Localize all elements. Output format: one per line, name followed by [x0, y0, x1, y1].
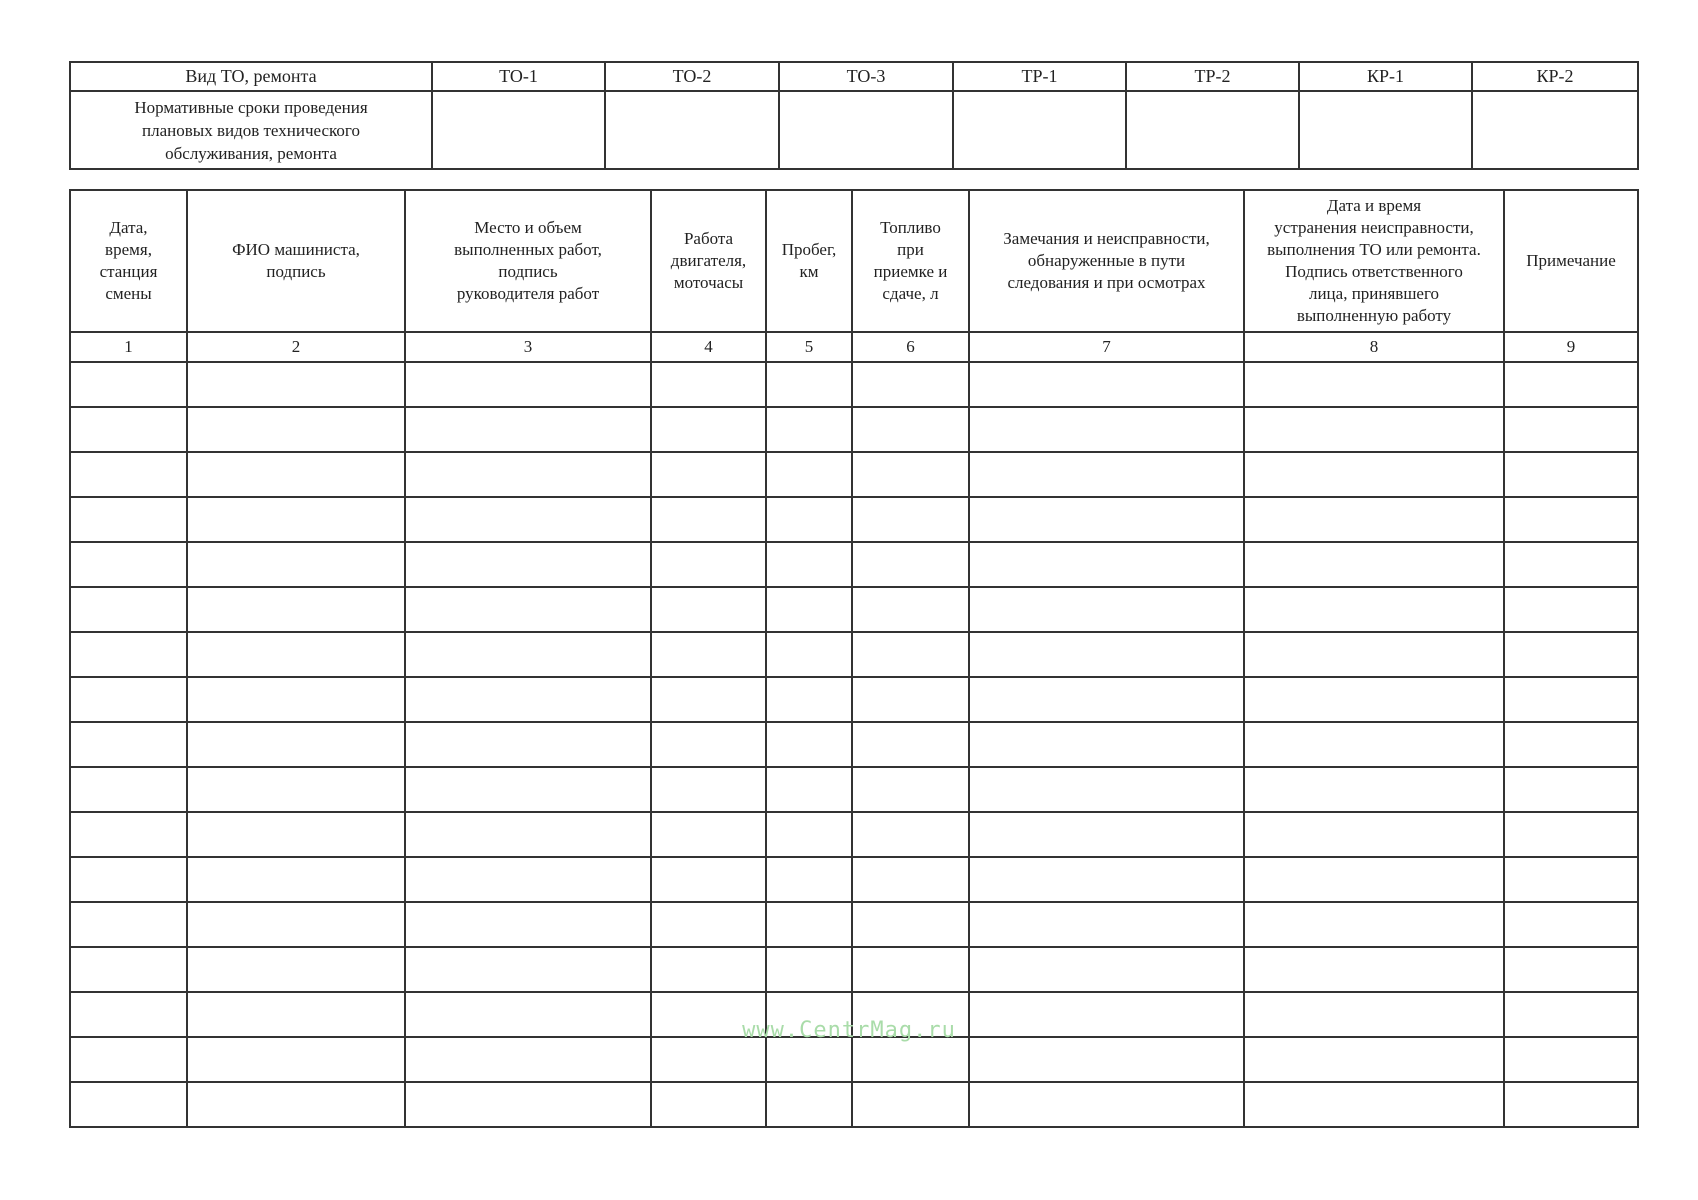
table-row — [70, 542, 1638, 587]
entry-cell[interactable] — [1244, 722, 1504, 767]
entry-cell[interactable] — [651, 857, 766, 902]
entry-cell[interactable] — [1244, 947, 1504, 992]
entry-cell[interactable] — [766, 857, 852, 902]
kr1-header: КР-1 — [1299, 62, 1472, 91]
entry-cell[interactable] — [651, 1037, 766, 1082]
entry-cell[interactable] — [405, 812, 651, 857]
column-number: 5 — [766, 332, 852, 362]
tr2-header: ТР-2 — [1126, 62, 1299, 91]
entry-cell[interactable] — [405, 407, 651, 452]
entry-cell[interactable] — [651, 497, 766, 542]
kr2-header: КР-2 — [1472, 62, 1638, 91]
entry-cell[interactable] — [1244, 497, 1504, 542]
entry-cell[interactable] — [969, 857, 1244, 902]
entry-cell[interactable] — [651, 1082, 766, 1127]
entry-cell[interactable] — [852, 407, 969, 452]
entry-cell[interactable] — [969, 452, 1244, 497]
log-entries — [70, 362, 1638, 1127]
entry-cell[interactable] — [852, 947, 969, 992]
entry-cell[interactable] — [651, 362, 766, 407]
entry-cell[interactable] — [651, 767, 766, 812]
col-fix-date-header: Дата и время устранения неисправности, выполнения ТО или ремонта. Подпись ответственного лица, принявшего выполненную работу — [1244, 190, 1504, 332]
table-row — [70, 677, 1638, 722]
entry-cell[interactable] — [405, 1037, 651, 1082]
entry-cell[interactable] — [70, 497, 187, 542]
entry-cell[interactable] — [1244, 362, 1504, 407]
to3-header: ТО-3 — [779, 62, 953, 91]
entry-cell[interactable] — [70, 812, 187, 857]
entry-cell[interactable] — [969, 767, 1244, 812]
entry-cell[interactable] — [405, 452, 651, 497]
tr2-norm-cell[interactable] — [1126, 91, 1299, 169]
entry-cell[interactable] — [651, 632, 766, 677]
entry-cell[interactable] — [1244, 632, 1504, 677]
entry-cell[interactable] — [1244, 767, 1504, 812]
table-row — [70, 632, 1638, 677]
entry-cell[interactable] — [852, 767, 969, 812]
entry-cell[interactable] — [766, 407, 852, 452]
entry-cell[interactable] — [651, 542, 766, 587]
table-row — [70, 812, 1638, 857]
entry-cell[interactable] — [1504, 587, 1638, 632]
table-row — [70, 722, 1638, 767]
schedule-header-row — [70, 62, 1638, 91]
log-header-row — [70, 190, 1638, 332]
entry-cell[interactable] — [187, 1037, 405, 1082]
column-number: 4 — [651, 332, 766, 362]
entry-cell[interactable] — [651, 587, 766, 632]
entry-cell[interactable] — [187, 947, 405, 992]
entry-cell[interactable] — [852, 1037, 969, 1082]
entry-cell[interactable] — [1504, 452, 1638, 497]
entry-cell[interactable] — [969, 1082, 1244, 1127]
entry-cell[interactable] — [187, 677, 405, 722]
to3-norm-cell[interactable] — [779, 91, 953, 169]
table-row — [70, 587, 1638, 632]
entry-cell[interactable] — [1504, 722, 1638, 767]
entry-cell[interactable] — [766, 722, 852, 767]
entry-cell[interactable] — [70, 632, 187, 677]
column-numbers-row — [70, 332, 1638, 362]
maintenance-type-label: Вид ТО, ремонта — [70, 62, 432, 91]
entry-cell[interactable] — [852, 677, 969, 722]
entry-cell[interactable] — [1504, 497, 1638, 542]
entry-cell[interactable] — [1244, 902, 1504, 947]
col-fuel-header: Топливо при приемке и сдаче, л — [852, 190, 969, 332]
kr1-norm-cell[interactable] — [1299, 91, 1472, 169]
entry-cell[interactable] — [969, 362, 1244, 407]
entry-cell[interactable] — [405, 947, 651, 992]
entry-cell[interactable] — [852, 542, 969, 587]
entry-cell[interactable] — [187, 452, 405, 497]
entry-cell[interactable] — [1504, 542, 1638, 587]
column-number: 8 — [1244, 332, 1504, 362]
entry-cell[interactable] — [852, 362, 969, 407]
entry-cell[interactable] — [70, 1037, 187, 1082]
entry-cell[interactable] — [852, 1082, 969, 1127]
entry-cell[interactable] — [70, 362, 187, 407]
table-row — [70, 362, 1638, 407]
entry-cell[interactable] — [1504, 362, 1638, 407]
entry-cell[interactable] — [766, 902, 852, 947]
entry-cell[interactable] — [852, 857, 969, 902]
column-number: 1 — [70, 332, 187, 362]
operation-log-table — [69, 189, 1639, 1128]
entry-cell[interactable] — [405, 542, 651, 587]
to2-header: ТО-2 — [605, 62, 779, 91]
entry-cell[interactable] — [852, 812, 969, 857]
table-row — [70, 497, 1638, 542]
entry-cell[interactable] — [405, 767, 651, 812]
entry-cell[interactable] — [852, 587, 969, 632]
entry-cell[interactable] — [405, 902, 651, 947]
entry-cell[interactable] — [1504, 1082, 1638, 1127]
entry-cell[interactable] — [70, 1082, 187, 1127]
entry-cell[interactable] — [766, 677, 852, 722]
entry-cell[interactable] — [969, 1037, 1244, 1082]
entry-cell[interactable] — [187, 587, 405, 632]
kr2-norm-cell[interactable] — [1472, 91, 1638, 169]
entry-cell[interactable] — [70, 902, 187, 947]
entry-cell[interactable] — [969, 722, 1244, 767]
table-row — [70, 902, 1638, 947]
entry-cell[interactable] — [187, 497, 405, 542]
entry-cell[interactable] — [766, 947, 852, 992]
entry-cell[interactable] — [1504, 632, 1638, 677]
entry-cell[interactable] — [187, 632, 405, 677]
entry-cell[interactable] — [1244, 542, 1504, 587]
table-row — [70, 1082, 1638, 1127]
entry-cell[interactable] — [766, 542, 852, 587]
col-work-header: Место и объем выполненных работ, подпись руководителя работ — [405, 190, 651, 332]
entry-cell[interactable] — [969, 812, 1244, 857]
col-engine-hours-header: Работа двигателя, моточасы — [651, 190, 766, 332]
column-number: 3 — [405, 332, 651, 362]
entry-cell[interactable] — [766, 1037, 852, 1082]
entry-cell[interactable] — [969, 632, 1244, 677]
entry-cell[interactable] — [852, 632, 969, 677]
column-number: 7 — [969, 332, 1244, 362]
entry-cell[interactable] — [70, 857, 187, 902]
entry-cell[interactable] — [70, 947, 187, 992]
entry-cell[interactable] — [405, 857, 651, 902]
tr1-header: ТР-1 — [953, 62, 1126, 91]
table-row — [70, 857, 1638, 902]
column-number: 2 — [187, 332, 405, 362]
entry-cell[interactable] — [1244, 677, 1504, 722]
entry-cell[interactable] — [852, 722, 969, 767]
to2-norm-cell[interactable] — [605, 91, 779, 169]
col-date-header: Дата, время, станция смены — [70, 190, 187, 332]
entry-cell[interactable] — [651, 677, 766, 722]
entry-cell[interactable] — [1504, 947, 1638, 992]
entry-cell[interactable] — [651, 812, 766, 857]
entry-cell[interactable] — [651, 722, 766, 767]
entry-cell[interactable] — [70, 407, 187, 452]
entry-cell[interactable] — [852, 902, 969, 947]
entry-cell[interactable] — [1504, 857, 1638, 902]
entry-cell[interactable] — [405, 722, 651, 767]
entry-cell[interactable] — [187, 902, 405, 947]
entry-cell[interactable] — [969, 542, 1244, 587]
entry-cell[interactable] — [405, 1082, 651, 1127]
to1-norm-cell[interactable] — [432, 91, 605, 169]
entry-cell[interactable] — [969, 677, 1244, 722]
column-number: 6 — [852, 332, 969, 362]
entry-cell[interactable] — [1504, 407, 1638, 452]
table-row — [70, 452, 1638, 497]
entry-cell[interactable] — [70, 452, 187, 497]
col-mileage-header: Пробег, км — [766, 190, 852, 332]
entry-cell[interactable] — [70, 767, 187, 812]
entry-cell[interactable] — [651, 902, 766, 947]
entry-cell[interactable] — [766, 767, 852, 812]
entry-cell[interactable] — [766, 632, 852, 677]
norm-terms-label: Нормативные сроки проведения плановых видов технического обслуживания, ремонта — [70, 91, 432, 169]
entry-cell[interactable] — [1504, 767, 1638, 812]
entry-cell[interactable] — [1244, 407, 1504, 452]
entry-cell[interactable] — [852, 497, 969, 542]
tr1-norm-cell[interactable] — [953, 91, 1126, 169]
entry-cell[interactable] — [969, 407, 1244, 452]
col-remarks-header: Замечания и неисправности, обнаруженные в пути следования и при осмотрах — [969, 190, 1244, 332]
entry-cell[interactable] — [651, 407, 766, 452]
entry-cell[interactable] — [1244, 812, 1504, 857]
entry-cell[interactable] — [1504, 812, 1638, 857]
entry-cell[interactable] — [766, 497, 852, 542]
entry-cell[interactable] — [187, 407, 405, 452]
entry-cell[interactable] — [766, 1082, 852, 1127]
entry-cell[interactable] — [1504, 1037, 1638, 1082]
schedule-norms-row — [70, 91, 1638, 169]
entry-cell[interactable] — [969, 947, 1244, 992]
entry-cell[interactable] — [70, 542, 187, 587]
to1-header: ТО-1 — [432, 62, 605, 91]
entry-cell[interactable] — [969, 587, 1244, 632]
entry-cell[interactable] — [969, 902, 1244, 947]
entry-cell[interactable] — [405, 362, 651, 407]
entry-cell[interactable] — [1244, 1037, 1504, 1082]
entry-cell[interactable] — [187, 362, 405, 407]
entry-cell[interactable] — [852, 452, 969, 497]
table-row — [70, 1037, 1638, 1082]
entry-cell[interactable] — [969, 497, 1244, 542]
entry-cell[interactable] — [187, 722, 405, 767]
col-driver-header: ФИО машиниста, подпись — [187, 190, 405, 332]
entry-cell[interactable] — [766, 812, 852, 857]
entry-cell[interactable] — [766, 452, 852, 497]
entry-cell[interactable] — [651, 947, 766, 992]
entry-cell[interactable] — [405, 677, 651, 722]
entry-cell[interactable] — [405, 497, 651, 542]
watermark: www.CentrMag.ru — [742, 1018, 956, 1043]
entry-cell[interactable] — [187, 767, 405, 812]
entry-cell[interactable] — [187, 812, 405, 857]
entry-cell[interactable] — [1504, 902, 1638, 947]
entry-cell[interactable] — [405, 632, 651, 677]
entry-cell[interactable] — [70, 677, 187, 722]
entry-cell[interactable] — [1244, 1082, 1504, 1127]
entry-cell[interactable] — [1504, 677, 1638, 722]
column-number: 9 — [1504, 332, 1638, 362]
entry-cell[interactable] — [187, 542, 405, 587]
entry-cell[interactable] — [70, 587, 187, 632]
entry-cell[interactable] — [651, 452, 766, 497]
entry-cell[interactable] — [1244, 587, 1504, 632]
entry-cell[interactable] — [405, 587, 651, 632]
entry-cell[interactable] — [1244, 452, 1504, 497]
table-row — [70, 767, 1638, 812]
entry-cell[interactable] — [70, 722, 187, 767]
entry-cell[interactable] — [187, 857, 405, 902]
table-row — [70, 947, 1638, 992]
maintenance-schedule-table — [69, 61, 1639, 170]
entry-cell[interactable] — [766, 362, 852, 407]
col-note-header: Примечание — [1504, 190, 1638, 332]
entry-cell[interactable] — [187, 1082, 405, 1127]
table-row — [70, 407, 1638, 452]
entry-cell[interactable] — [766, 587, 852, 632]
entry-cell[interactable] — [1244, 857, 1504, 902]
